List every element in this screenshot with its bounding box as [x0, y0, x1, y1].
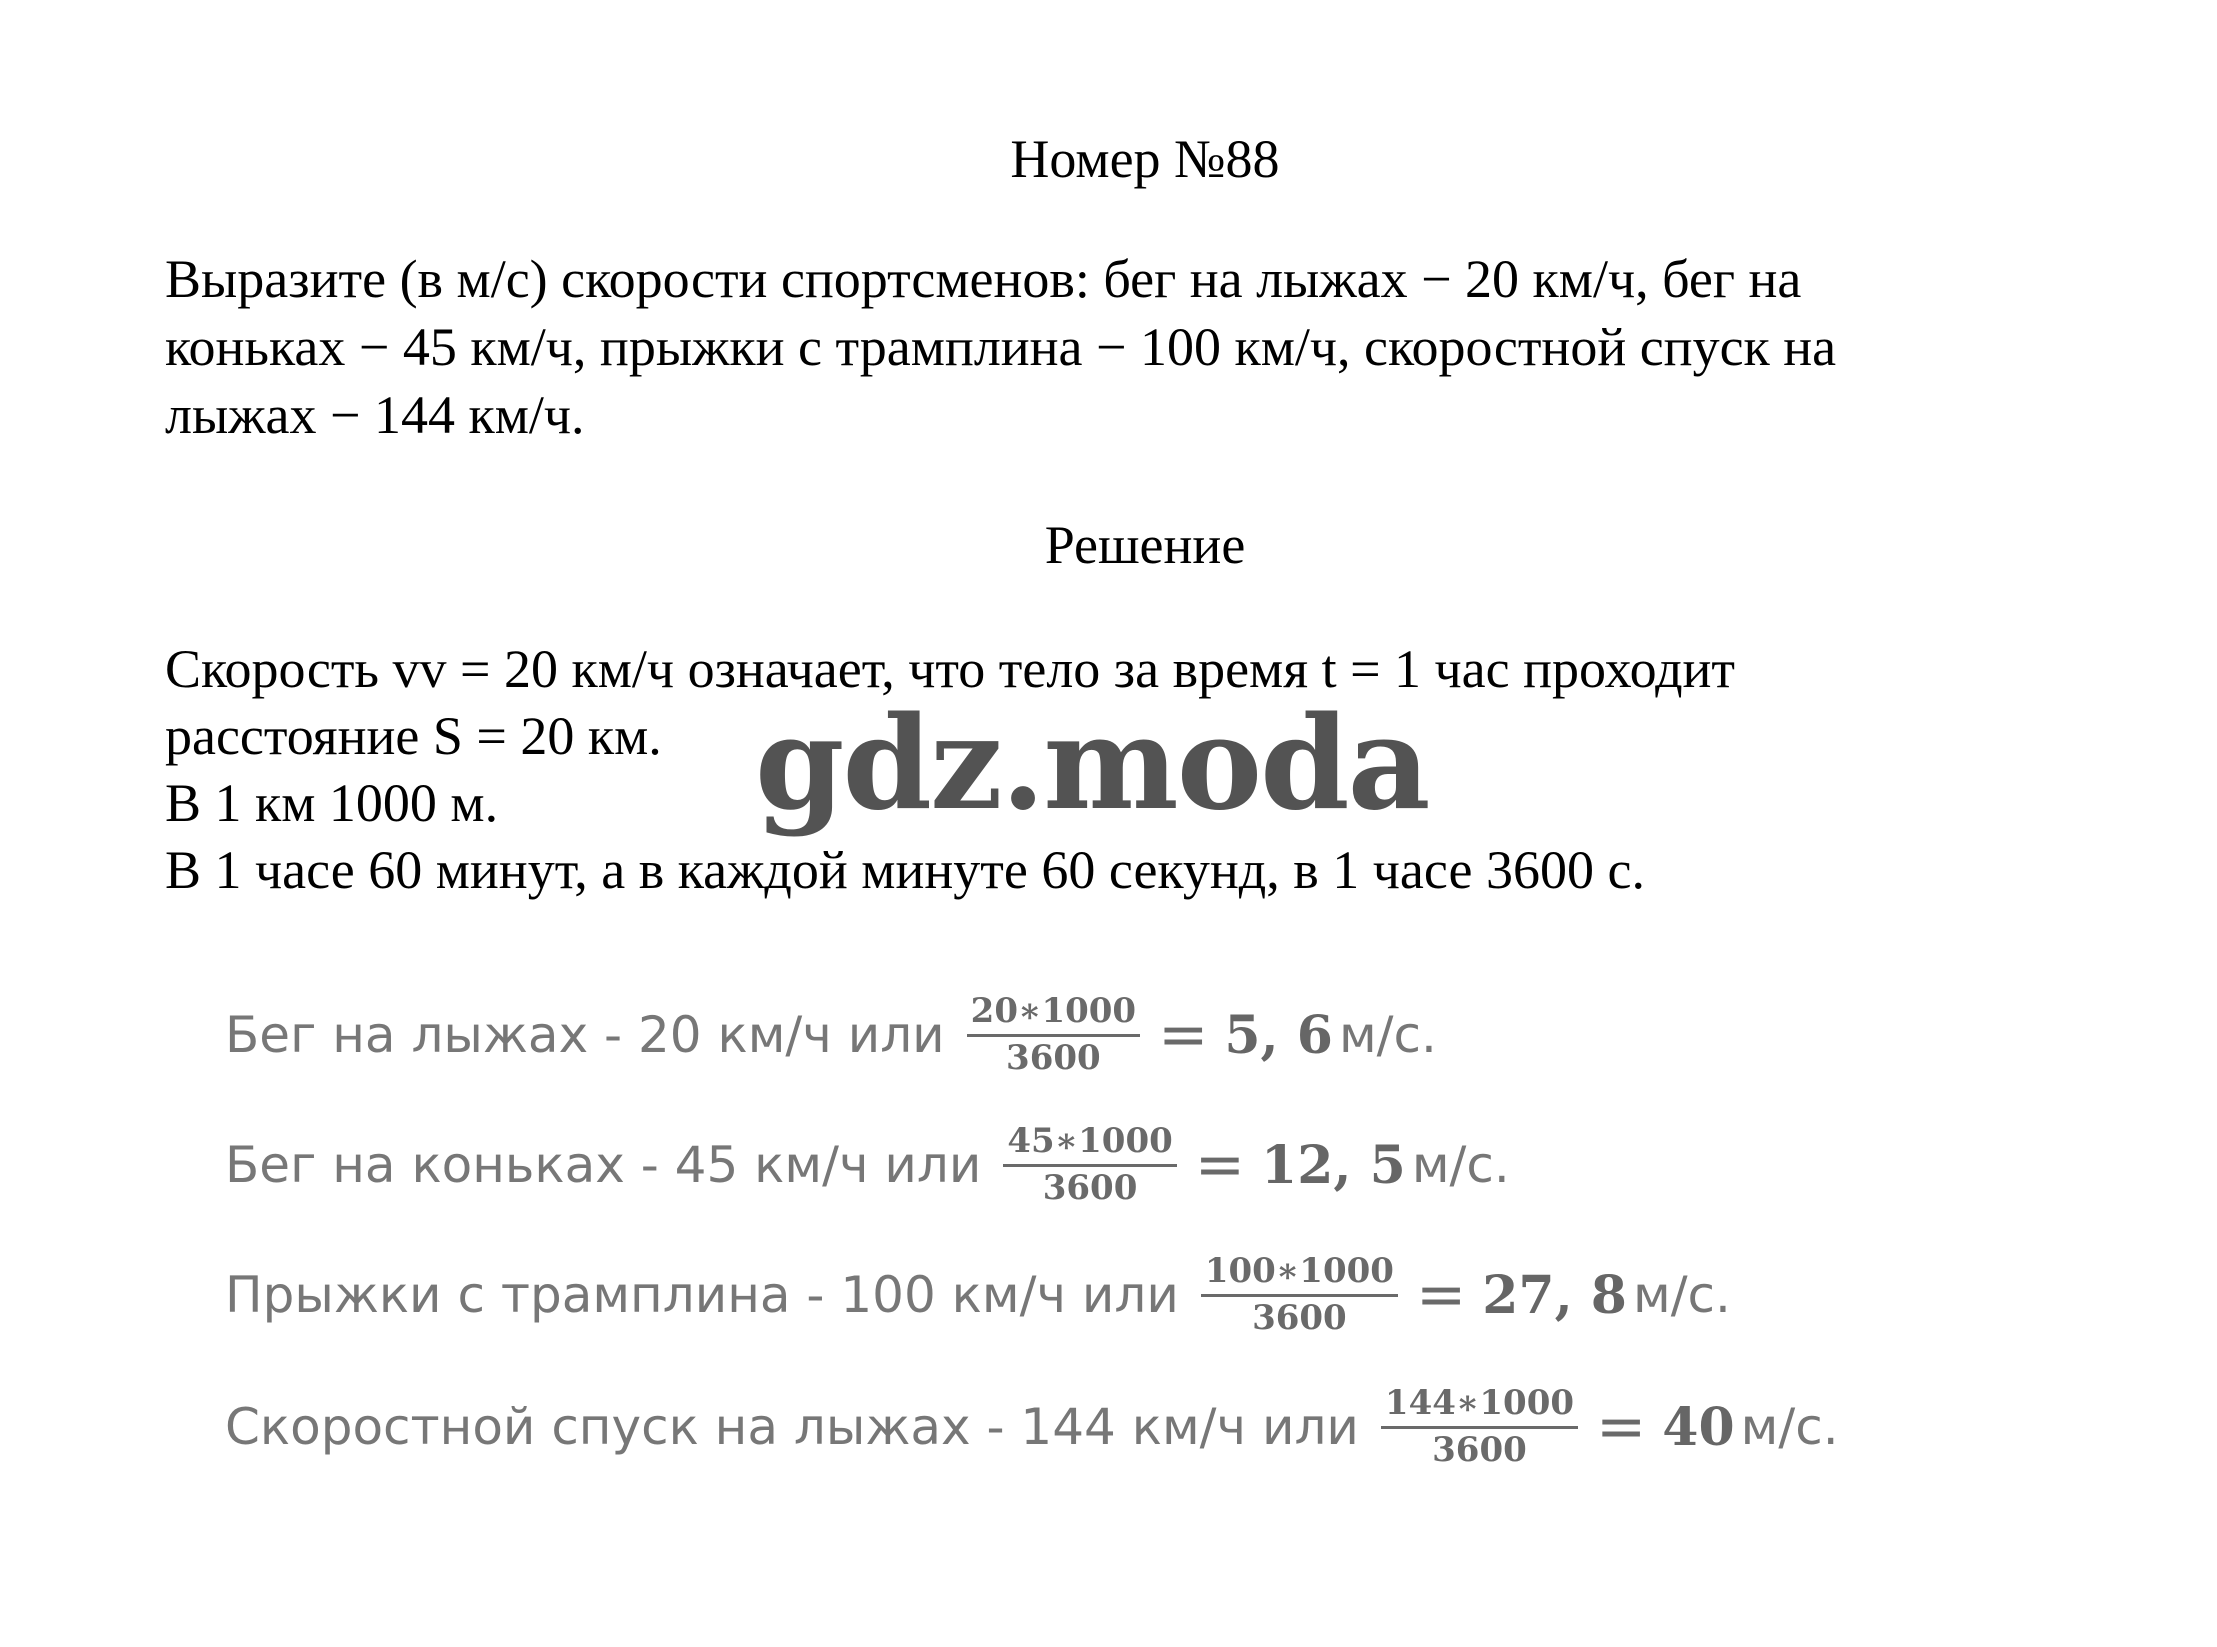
fraction: [967, 990, 1140, 1078]
equals-sign: =: [1194, 1130, 1246, 1200]
fraction: [1381, 1382, 1578, 1470]
solution-line: Скорость vv = 20 км/ч означает, что тело за время t = 1 час проходит: [165, 639, 1736, 699]
calculation-row-downhill: [225, 1372, 1839, 1482]
calculation-row-jump: [225, 1240, 1731, 1350]
solution-heading: Решение: [1044, 515, 1246, 575]
equals-sign: =: [1415, 1260, 1467, 1330]
calculation-text: Бег на коньках - 45 км/ч или: [225, 1136, 982, 1194]
fraction-numerator: 45∗1000: [1003, 1124, 1176, 1167]
solution-line: расстояние S = 20 км.: [165, 706, 662, 766]
result-unit: м/с.: [1632, 1266, 1731, 1324]
result-value: 12, 5: [1261, 1134, 1406, 1196]
watermark: gdz.moda: [755, 689, 1429, 839]
result-unit: м/с.: [1411, 1136, 1510, 1194]
fraction: [1201, 1250, 1398, 1338]
task-line: Выразите (в м/с) скорости спортсменов: бег на лыжах − 20 км/ч, бег на: [165, 249, 1802, 309]
task-text: [165, 245, 2085, 449]
task-line: лыжах − 144 км/ч.: [165, 385, 585, 445]
calculation-text: Бег на лыжах - 20 км/ч или: [225, 1006, 945, 1064]
fraction-numerator: 144∗1000: [1381, 1386, 1578, 1429]
calculation-row-skate: [225, 1110, 1510, 1220]
equals-sign: =: [1158, 1000, 1209, 1070]
fraction-denominator: 3600: [1432, 1429, 1527, 1470]
result-value: 40: [1662, 1396, 1735, 1458]
result-value: 27, 8: [1482, 1264, 1627, 1326]
calculation-row-ski: [225, 980, 1437, 1090]
solution-line: В 1 км 1000 м.: [165, 773, 499, 833]
fraction: [1003, 1120, 1176, 1208]
task-line: коньках − 45 км/ч, прыжки с трамплина − 100 км/ч, скоростной спуск на: [165, 317, 1837, 377]
page-title: Номер №88: [1010, 129, 1280, 189]
solution-line: В 1 часе 60 минут, а в каждой минуте 60 секунд, в 1 часе 3600 с.: [165, 840, 1645, 900]
result-unit: м/с.: [1338, 1006, 1437, 1064]
fraction-denominator: 3600: [1006, 1037, 1101, 1078]
fraction-numerator: 20∗1000: [967, 994, 1140, 1037]
calculation-text: Прыжки с трамплина - 100 км/ч или: [225, 1266, 1179, 1324]
result-unit: м/с.: [1740, 1398, 1839, 1456]
result-value: 5, 6: [1224, 1004, 1333, 1066]
fraction-denominator: 3600: [1042, 1167, 1138, 1208]
fraction-denominator: 3600: [1252, 1297, 1347, 1338]
equals-sign: =: [1596, 1392, 1647, 1462]
fraction-numerator: 100∗1000: [1201, 1254, 1398, 1297]
calculation-text: Скоростной спуск на лыжах - 144 км/ч или: [225, 1398, 1359, 1456]
